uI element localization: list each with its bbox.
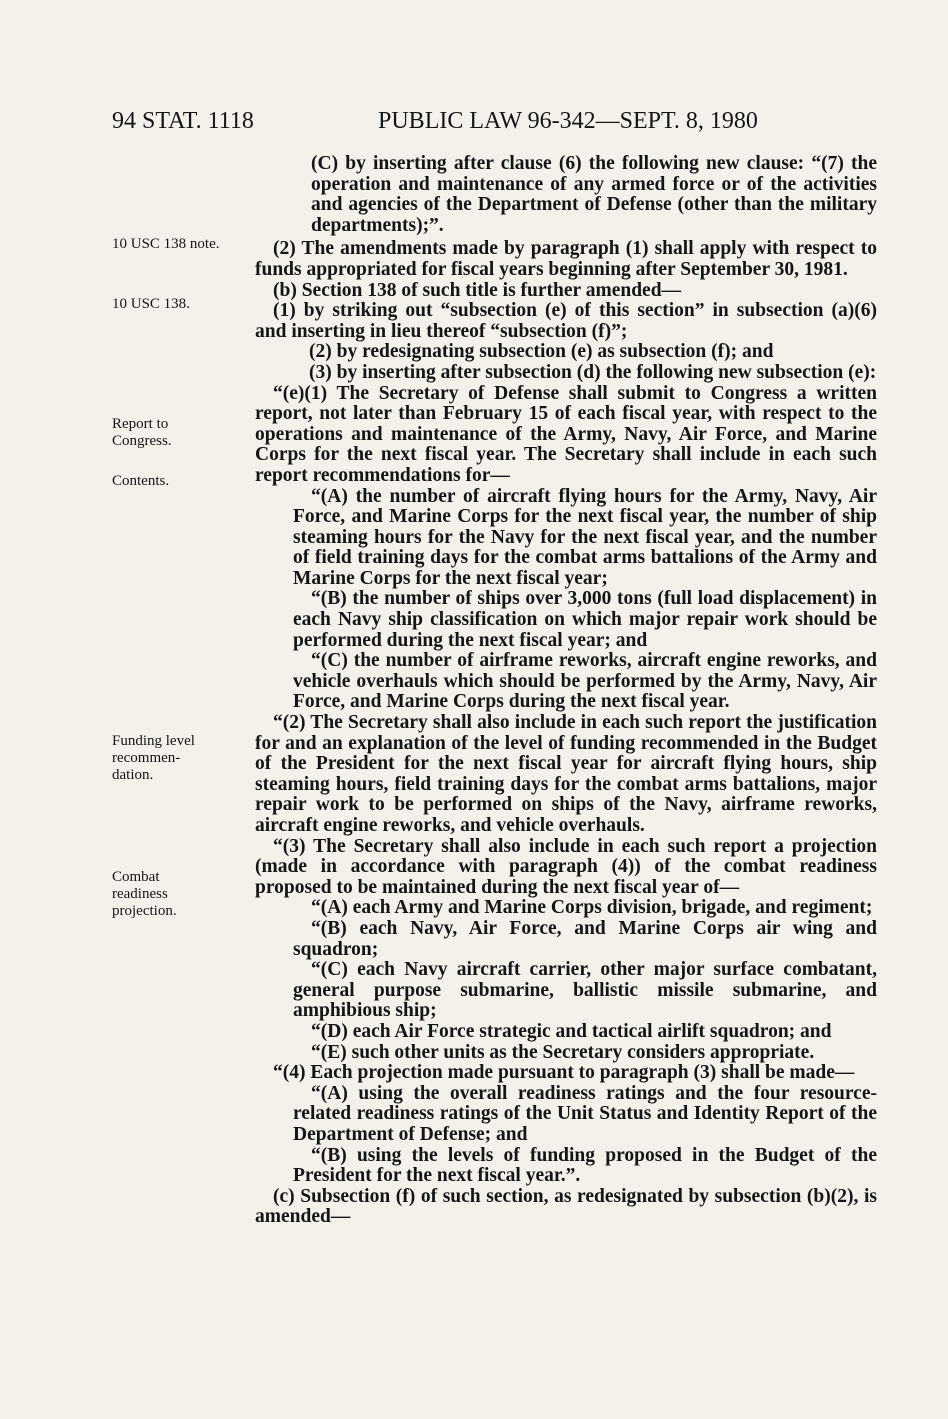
paragraph-e1: “(e)(1) The Secretary of Defense shall submit to Congress a written report, not later than February 15 of each fiscal year, with respect to the operations and maintenance of the Army, Navy, Air Force, and Marine Corps for the next fiscal year. The Secretary shall include in each such report recommendations for— <box>255 382 877 486</box>
page-title: PUBLIC LAW 96-342—SEPT. 8, 1980 <box>378 108 758 134</box>
margin-note-line: Funding level <box>112 733 195 749</box>
paragraph-2-amendments: (2) The amendments made by paragraph (1) shall apply with respect to funds appropriated for fiscal years beginning after September 30, 1981. <box>255 238 877 280</box>
paragraph-b1: (1) by striking out “subsection (e) of this section” in subsection (a)(6) and inserting in lieu thereof “subsection (f)”; <box>255 300 877 342</box>
margin-note-line: readiness <box>112 886 168 902</box>
law-text <box>255 154 877 1228</box>
paragraph-b3: (3) by inserting after subsection (d) the following new subsection (e): <box>309 361 877 383</box>
margin-note-line: Congress. <box>112 433 172 449</box>
paragraph-c-subsection: (c) Subsection (f) of such section, as redesignated by subsection (b)(2), is amended— <box>255 1185 877 1228</box>
paragraph-e4: “(4) Each projection made pursuant to paragraph (3) shall be made— <box>273 1062 855 1084</box>
paragraph-e3-c: “(C) each Navy aircraft carrier, other major surface combatant, general purpose submarine, ballistic missile submarine, and amphibious ship; <box>293 959 877 1022</box>
paragraph-b: (b) Section 138 of such title is further amended— <box>273 279 682 301</box>
paragraph-e1-a: “(A) the number of aircraft flying hours for the Army, Navy, Air Force, and Marine Corps for the next fiscal year, the number of ship steaming hours for the Navy for the next fiscal year, and the number of field training days for the combat arms battalions of the Army and Marine Corps for the next fiscal year; <box>293 485 877 589</box>
paragraph-e3: “(3) The Secretary shall also include in each such report a projection (made in accordance with paragraph (4)) of the combat readiness proposed to be maintained during the next fiscal year of— <box>255 835 877 898</box>
margin-note-combat <box>112 869 242 920</box>
paragraph-e4-b: “(B) using the levels of funding proposed in the Budget of the President for the next fiscal year.”. <box>293 1144 877 1187</box>
paragraph-c-insert: (C) by inserting after clause (6) the following new clause: “(7) the operation and maintenance of any armed force or of the activities and agencies of the Department of Defense (other than the military departments);”. <box>311 153 877 236</box>
paragraph-e1-c: “(C) the number of airframe reworks, aircraft engine reworks, and vehicle overhauls which should be performed by the Army, Navy, Air Force, and Marine Corps during the next fiscal year. <box>293 650 877 713</box>
margin-note-usc-note: 10 USC 138 note. <box>112 236 220 252</box>
margin-note-line: recommen- <box>112 750 181 766</box>
paragraph-e4-a: “(A) using the overall readiness ratings and the four resource-related readiness ratings of the Unit Status and Identity Report of the Department of Defense; and <box>293 1082 877 1145</box>
margin-note-contents: Contents. <box>112 473 170 489</box>
paragraph-b2: (2) by redesignating subsection (e) as subsection (f); and <box>309 341 774 363</box>
margin-note-line: Report to <box>112 416 169 432</box>
paragraph-e3-a: “(A) each Army and Marine Corps division, brigade, and regiment; <box>311 897 873 919</box>
paragraph-e1-b: “(B) the number of ships over 3,000 tons (full load displacement) in each Navy ship classification on which major repair work should be performed during the next fiscal year; and <box>293 588 877 651</box>
margin-note-line: Combat <box>112 869 160 885</box>
margin-note-line: projection. <box>112 903 177 919</box>
margin-note-funding <box>112 733 242 784</box>
paragraph-e3-e: “(E) such other units as the Secretary considers appropriate. <box>311 1041 815 1063</box>
paragraph-e3-d: “(D) each Air Force strategic and tactical airlift squadron; and <box>311 1020 832 1042</box>
paragraph-e2: “(2) The Secretary shall also include in each such report the justification for and an explanation of the level of funding recommended in the Budget of the President for the next fiscal year for aircraft flying hours, ship steaming hours, field training days for the combat arms battalions, major repair work to be performed on ships of the Navy, airframe reworks, aircraft engine reworks, and vehicle overhauls. <box>255 712 877 836</box>
paragraph-e3-b: “(B) each Navy, Air Force, and Marine Corps air wing and squadron; <box>293 917 877 960</box>
stat-page-number: 94 STAT. 1118 <box>112 108 254 134</box>
margin-note-line: dation. <box>112 767 154 783</box>
margin-note-usc: 10 USC 138. <box>112 296 190 312</box>
margin-note-report <box>112 416 242 450</box>
